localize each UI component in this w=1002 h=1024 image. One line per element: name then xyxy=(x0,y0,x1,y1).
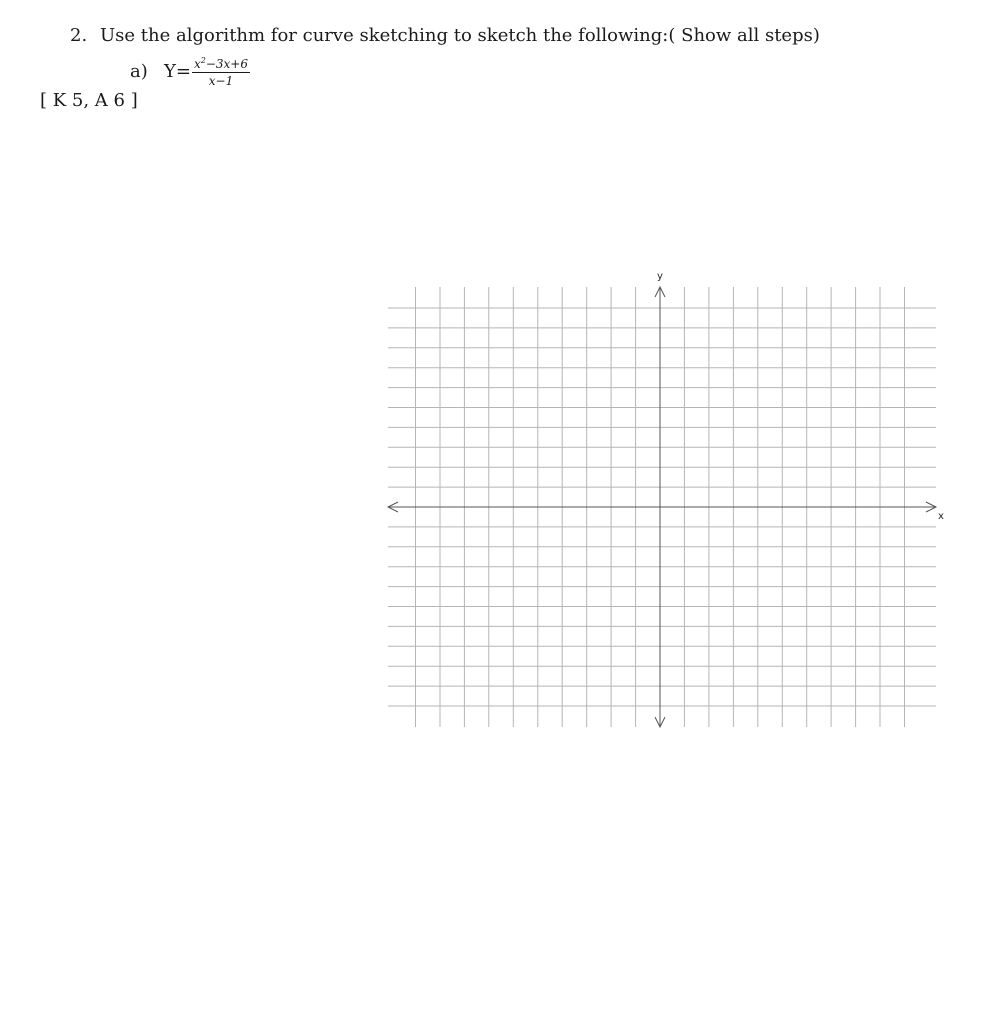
x-axis-label: x xyxy=(938,511,944,522)
part-a xyxy=(130,54,250,88)
graph-grid[interactable] xyxy=(380,265,960,735)
numerator-exponent: 2 xyxy=(200,56,206,65)
question-text: Use the algorithm for curve sketching to sketch the following:( Show all steps) xyxy=(100,25,820,46)
numerator-base: x xyxy=(193,57,201,71)
denominator: x−1 xyxy=(208,74,234,88)
part-a-label: a) xyxy=(130,60,148,82)
y-axis-label: y xyxy=(657,271,663,282)
question-2 xyxy=(70,25,820,46)
numerator-rest: −3x+6 xyxy=(205,57,248,71)
question-number: 2. xyxy=(70,25,88,46)
axes xyxy=(388,287,936,727)
numerator xyxy=(192,54,250,73)
grid-svg xyxy=(380,265,960,735)
rational-function xyxy=(192,54,250,88)
marks-allocation: [ K 5, A 6 ] xyxy=(40,90,138,111)
function-name: Y= xyxy=(164,60,191,82)
